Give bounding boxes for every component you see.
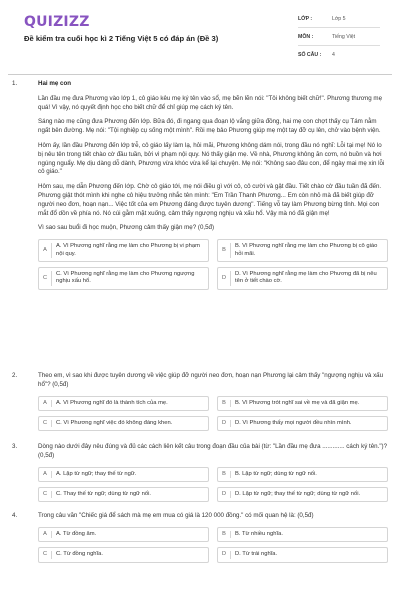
option-letter: B: [218, 243, 231, 258]
question-number: 1.: [12, 80, 18, 87]
option-letter: B: [218, 400, 231, 407]
worksheet-header: [12, 0, 388, 72]
answer-option-b[interactable]: [217, 396, 388, 411]
option-letter: D: [218, 420, 231, 427]
question-prompt: Vì sao sau buổi đi học muộn, Phương cảm thấy giận mẹ? (0,5đ): [38, 224, 215, 232]
meta-row-question-count: [298, 46, 380, 63]
question-number: 3.: [12, 443, 18, 450]
answer-option-a[interactable]: [38, 527, 209, 542]
option-letter: A: [39, 243, 52, 258]
answer-option-d[interactable]: [217, 487, 388, 502]
reading-paragraph: Lần đầu mẹ đưa Phương vào lớp 1, cô giáo kêu mẹ ký tên vào sổ, mẹ bẽn lẽn nói: "Tôi không biết chữ!". Phương thương mẹ quá! Vì vậy, nó quyết định học cho biết chữ để chỉ giúp mẹ cách ký tên.: [38, 94, 383, 111]
option-text: D. Vì Phương thấy mọi người đều nhìn mình.: [235, 420, 352, 426]
option-text: A. Từ đồng âm.: [56, 530, 97, 537]
option-text: A. Vì Phương nghĩ rằng mẹ làm cho Phương bị vi phạm nội quy.: [56, 243, 200, 257]
answer-option-d[interactable]: [217, 267, 388, 290]
question-4: [12, 512, 388, 563]
option-text: C. Vì Phương nghĩ rằng mẹ làm cho Phương ngượng nghịu xấu hổ.: [56, 270, 195, 285]
answer-option-b[interactable]: [217, 527, 388, 542]
option-letter: A: [39, 531, 52, 538]
answer-option-b[interactable]: [217, 239, 388, 262]
question-2: [12, 372, 388, 431]
reading-title: Hai mẹ con: [38, 80, 72, 87]
answer-option-b[interactable]: [217, 467, 388, 482]
meta-key: SỐ CÂU :: [298, 51, 322, 58]
answer-option-d[interactable]: [217, 416, 388, 431]
option-text: C. Từ đồng nghĩa.: [56, 551, 103, 558]
option-text: A. Vì Phương nghĩ đó là thành tích của mẹ.: [56, 399, 168, 406]
option-text: C. Vì Phương nghĩ việc đó không đáng khen.: [56, 420, 173, 426]
answer-option-a[interactable]: [38, 467, 209, 482]
reading-paragraph: Hôm sau, mẹ dẫn Phương đến lớp. Chờ cô giáo tới, mẹ nói điều gì với cô, cô cười và gật đầu. Tiết chào cờ đầu tuần đã đến. Phương giật thót mình khi nghe cô hiệu trưởng nhắc tên mình: "Em Trần Thanh Phương... Em còn nhỏ mà đã biết giúp đỡ người neo đơn, hoạn nạn... Việc tốt của em Phương đáng được tuyên dương". Tiếng vỗ tay làm Phương bừng tỉnh. Mọi con mắt đổ dồn về phía nó. Nó cúi gằm mặt xuống, cảm thấy ngượng nghịu và xấu hổ. Vậy mà nó đã giận mẹ!: [38, 183, 382, 217]
reading-paragraph: Hôm ấy, lần đầu Phương đến lớp trễ, cô giáo lấy làm lạ, hỏi mãi, Phương không dám nói, trong đầu nó nghĩ: Lỗi tại mẹ! Nó lo bị nêu tên trong tiết chào cờ đầu tuần, bởi vì phạm nội quy. Nó thấy giận mẹ. Về nhà, Phương không ăn cơm, nó buồn và hơi ngúng nguẩy. Mẹ dịu dàng dỗ dành, Phương vừa khóc vừa kể lại chuyện. Mẹ nói: "Không sao đâu con, để ngày mai mẹ xin lỗi cô giáo.": [38, 141, 385, 176]
answer-option-c[interactable]: [38, 416, 209, 431]
option-text: A. Lặp từ ngữ; thay thế từ ngữ.: [56, 470, 137, 477]
option-text: B. Vì Phương nghĩ rằng mẹ làm cho Phương bị cô giáo hỏi mãi.: [235, 243, 378, 257]
option-text: D. Từ trái nghĩa.: [235, 551, 278, 558]
option-letter: C: [39, 271, 52, 286]
option-letter: C: [39, 420, 52, 427]
header-divider: [8, 74, 392, 75]
option-text: B. Vì Phương trót nghĩ sai về mẹ và đã giận mẹ.: [235, 399, 360, 406]
answer-options: [38, 239, 388, 290]
answer-option-c[interactable]: [38, 487, 209, 502]
meta-value: 4: [332, 51, 335, 58]
answer-option-d[interactable]: [217, 547, 388, 562]
option-letter: A: [39, 400, 52, 407]
worksheet-title: Đề kiểm tra cuối học kì 2 Tiếng Việt 5 có đáp án (Đề 3): [24, 34, 219, 43]
question-number: 2.: [12, 372, 18, 379]
worksheet-meta: [298, 10, 380, 63]
answer-options: [38, 527, 388, 563]
option-letter: D: [218, 271, 231, 286]
option-letter: A: [39, 471, 52, 478]
answer-option-a[interactable]: [38, 239, 209, 262]
option-letter: B: [218, 531, 231, 538]
option-text: B. Từ nhiều nghĩa.: [235, 530, 283, 537]
reading-paragraph: Sáng nào mẹ cũng đưa Phương đến lớp. Bữa đó, đi ngang qua đoạn lộ vắng giữa đồng, hai mẹ con chợt thấy cụ Tám nằm ngất bên đường. Mẹ nói: "Tội nghiệp cụ sống một mình". Rồi mẹ bảo Phương giúp mẹ một tay đỡ cụ lên, chở vào bệnh viện.: [38, 118, 381, 135]
answer-option-c[interactable]: [38, 547, 209, 562]
quizizz-logo: QUIZIZZ: [24, 14, 90, 30]
meta-value: Lớp 5: [332, 15, 346, 22]
option-letter: B: [218, 471, 231, 478]
question-prompt: Trong câu văn "Chiếc giá để sách mà mẹ em mua có giá là 120 000 đồng." có mối quan hệ là: (0,5đ): [38, 512, 314, 519]
option-letter: D: [218, 551, 231, 558]
option-text: C. Thay thế từ ngữ; dùng từ ngữ nối.: [56, 491, 152, 497]
question-3: [12, 443, 388, 502]
option-text: D. Lặp từ ngữ; thay thế từ ngữ; dùng từ ngữ nối.: [235, 491, 361, 497]
meta-key: MÔN :: [298, 33, 314, 40]
meta-value: Tiếng Việt: [332, 33, 356, 40]
option-text: B. Lặp từ ngữ; dùng từ ngữ nối.: [235, 470, 317, 477]
answer-options: [38, 396, 388, 432]
question-prompt: Theo em, vì sao khi được tuyên dương về việc giúp đỡ người neo đơn, hoạn nạn Phương lại cảm thấy "ngượng nghịu và xấu hổ"? (0,5đ): [38, 372, 384, 388]
meta-key: LỚP :: [298, 15, 313, 22]
question-number: 4.: [12, 512, 18, 519]
meta-row-grade: [298, 10, 380, 28]
option-letter: C: [39, 491, 52, 498]
option-text: D. Vì Phương nghĩ rằng mẹ làm cho Phương đã bị nêu tên ở tiết chào cờ.: [235, 270, 377, 285]
question-1: [12, 80, 388, 290]
question-prompt: Dòng nào dưới đây nêu đúng và đủ các cách liên kết câu trong đoạn đầu của bài (từ: "Lần đầu mẹ đưa ............. cách ký tên.")? (0,5đ): [38, 443, 388, 459]
option-letter: D: [218, 491, 231, 498]
meta-row-subject: [298, 28, 380, 46]
option-letter: C: [39, 551, 52, 558]
answer-option-a[interactable]: [38, 396, 209, 411]
answer-options: [38, 467, 388, 503]
answer-option-c[interactable]: [38, 267, 209, 290]
